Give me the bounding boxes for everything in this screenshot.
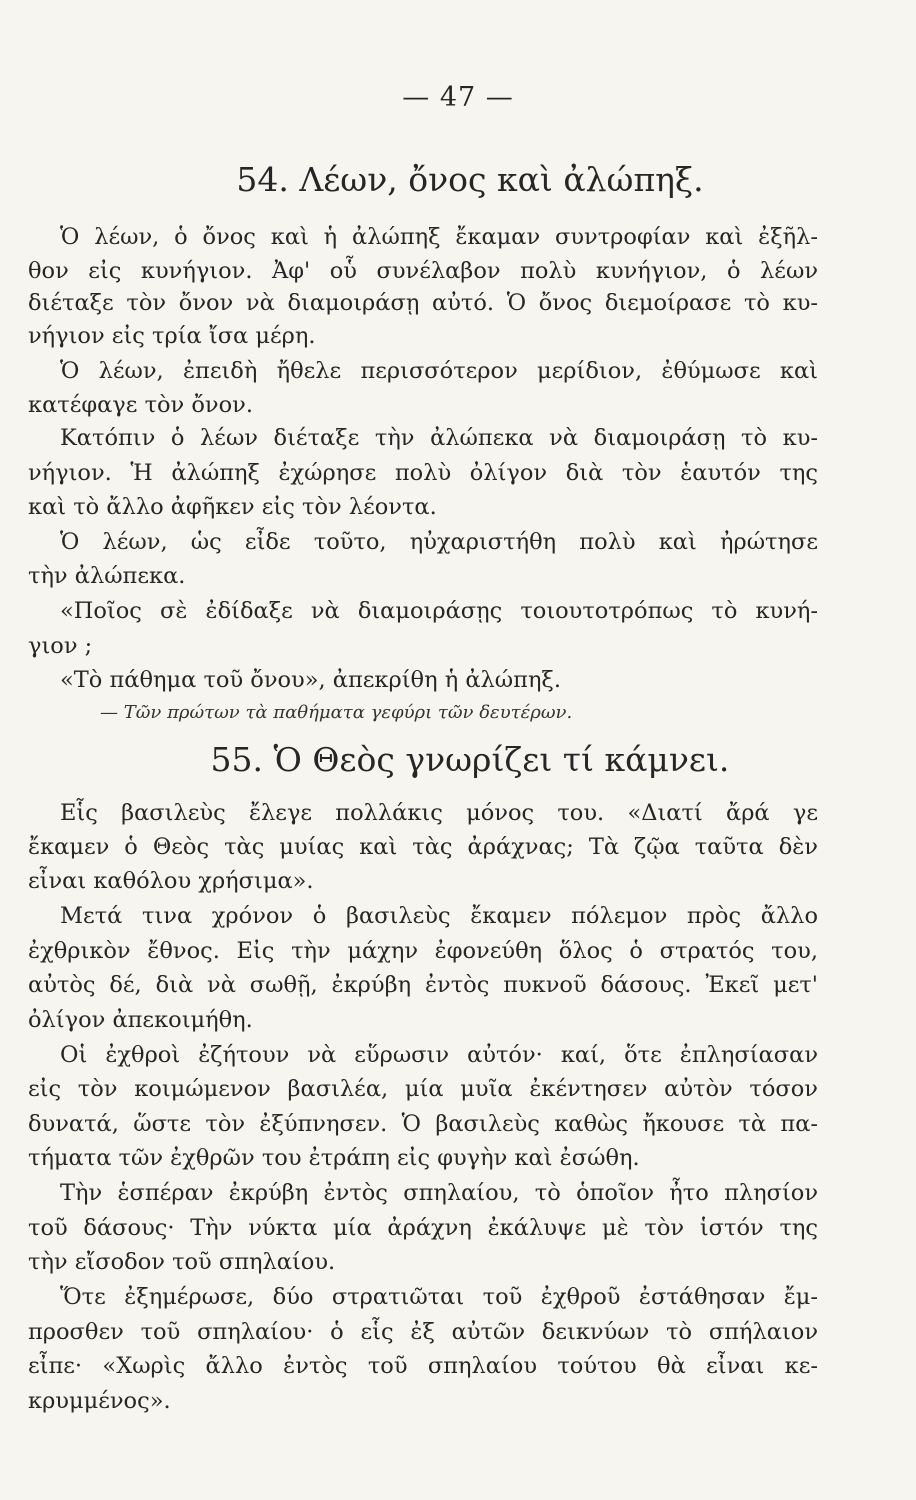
s54-line-4: νήγιον εἰς τρία ἴσα μέρη. bbox=[28, 323, 316, 349]
s54-line-2: θον εἰς κυνήγιον. Ἀφ' οὗ συνέλαβον πολὺ κυνήγιον, ὁ λέων bbox=[28, 258, 818, 284]
s54-line-10: Ὁ λέων, ὡς εἶδε τοῦτο, ηὐχαριστήθη πολὺ καὶ ἠρώτησε bbox=[60, 529, 818, 555]
s55-line-6: αὐτὸς δέ, διὰ νὰ σωθῇ, ἐκρύβη ἐντὸς πυκνοῦ δάσους. Ἐκεῖ μετ' bbox=[28, 972, 818, 998]
s55-line-16: προσθεν τοῦ σπηλαίου· ὁ εἷς ἐξ αὐτῶν δεικνύων τὸ σπήλαιον bbox=[28, 1319, 818, 1345]
s54-line-3: διέταξε τὸν ὄνον νὰ διαμοιράσῃ αὐτό. Ὁ ὄνος διεμοίρασε τὸ κυ- bbox=[28, 290, 818, 316]
s55-line-2: ἔκαμεν ὁ Θεὸς τὰς μυίας καὶ τὰς ἀράχνας; Τὰ ζῷα ταῦτα δὲν bbox=[28, 834, 818, 860]
s54-line-8: νήγιον. Ἡ ἀλώπηξ ἐχώρησε πολὺ ὀλίγον διὰ τὸν ἑαυτόν της bbox=[28, 460, 818, 486]
s55-line-3: εἶναι καθόλου χρήσιμα». bbox=[28, 868, 314, 894]
s54-line-14: «Τὸ πάθημα τοῦ ὄνου», ἀπεκρίθη ἡ ἀλώπηξ. bbox=[60, 667, 561, 693]
s55-line-13: τοῦ δάσους· Τὴν νύκτα μία ἀράχνη ἐκάλυψε μὲ τὸν ἱστόν της bbox=[28, 1215, 818, 1241]
s55-line-10: δυνατά, ὥστε τὸν ἐξύπνησεν. Ὁ βασιλεὺς καθὼς ἤκουσε τὰ πα- bbox=[28, 1111, 818, 1137]
s54-line-13: γιον ; bbox=[28, 633, 93, 659]
s55-line-12: Τὴν ἑσπέραν ἐκρύβη ἐντὸς σπηλαίου, τὸ ὁποῖον ἦτο πλησίον bbox=[60, 1180, 818, 1206]
section-55-heading: 55. Ὁ Θεὸς γνωρίζει τί κάμνει. bbox=[210, 740, 730, 779]
s55-line-8: Οἱ ἐχθροὶ ἐζήτουν νὰ εὕρωσιν αὐτόν· καί, ὅτε ἐπλησίασαν bbox=[60, 1042, 818, 1068]
section-54-heading: 54. Λέων, ὄνος καὶ ἀλώπηξ. bbox=[236, 160, 704, 199]
s55-line-14: τὴν εἴσοδον τοῦ σπηλαίου. bbox=[28, 1249, 336, 1275]
s55-line-5: ἐχθρικὸν ἔθνος. Εἰς τὴν μάχην ἐφονεύθη ὅλος ὁ στρατός του, bbox=[28, 938, 818, 964]
page-number: — 47 — bbox=[402, 82, 514, 113]
s54-line-7: Κατόπιν ὁ λέων διέταξε τὴν ἀλώπεκα νὰ διαμοιράσῃ τὸ κυ- bbox=[60, 425, 818, 451]
s55-line-17: εἶπε· «Χωρὶς ἄλλο ἐντὸς τοῦ σπηλαίου τούτου θὰ εἶναι κε- bbox=[28, 1353, 818, 1379]
s54-line-9: καὶ τὸ ἄλλο ἀφῆκεν εἰς τὸν λέοντα. bbox=[28, 494, 437, 520]
s54-line-12: «Ποῖος σὲ ἐδίδαξε νὰ διαμοιράσῃς τοιουτοτρόπως τὸ κυνή- bbox=[60, 598, 818, 624]
s55-line-1: Εἷς βασιλεὺς ἔλεγε πολλάκις μόνος του. «Διατί ἄρά γε bbox=[60, 800, 818, 826]
moral-quote: — Τῶν πρώτων τὰ παθήματα γεφύρι τῶν δευτέρων. bbox=[100, 702, 573, 723]
s55-line-9: εἰς τὸν κοιμώμενον βασιλέα, μία μυῖα ἐκέντησεν αὐτὸν τόσον bbox=[28, 1076, 818, 1102]
s55-line-11: τήματα τῶν ἐχθρῶν του ἐτράπη εἰς φυγὴν καὶ ἐσώθη. bbox=[28, 1145, 640, 1171]
s54-line-11: τὴν ἀλώπεκα. bbox=[28, 563, 186, 589]
s54-line-6: κατέφαγε τὸν ὄνον. bbox=[28, 392, 253, 418]
s55-line-7: ὀλίγον ἀπεκοιμήθη. bbox=[28, 1007, 253, 1033]
s55-line-15: Ὅτε ἐξημέρωσε, δύο στρατιῶται τοῦ ἐχθροῦ ἐστάθησαν ἔμ- bbox=[60, 1284, 818, 1310]
s55-line-4: Μετά τινα χρόνον ὁ βασιλεὺς ἔκαμεν πόλεμον πρὸς ἄλλο bbox=[60, 903, 818, 929]
s54-line-5: Ὁ λέων, ἐπειδὴ ἤθελε περισσότερον μερίδιον, ἐθύμωσε καὶ bbox=[60, 358, 818, 384]
s55-line-18: κρυμμένος». bbox=[28, 1388, 171, 1414]
s54-line-1: Ὁ λέων, ὁ ὄνος καὶ ἡ ἀλώπηξ ἔκαμαν συντροφίαν καὶ ἐξῆλ- bbox=[60, 224, 818, 250]
